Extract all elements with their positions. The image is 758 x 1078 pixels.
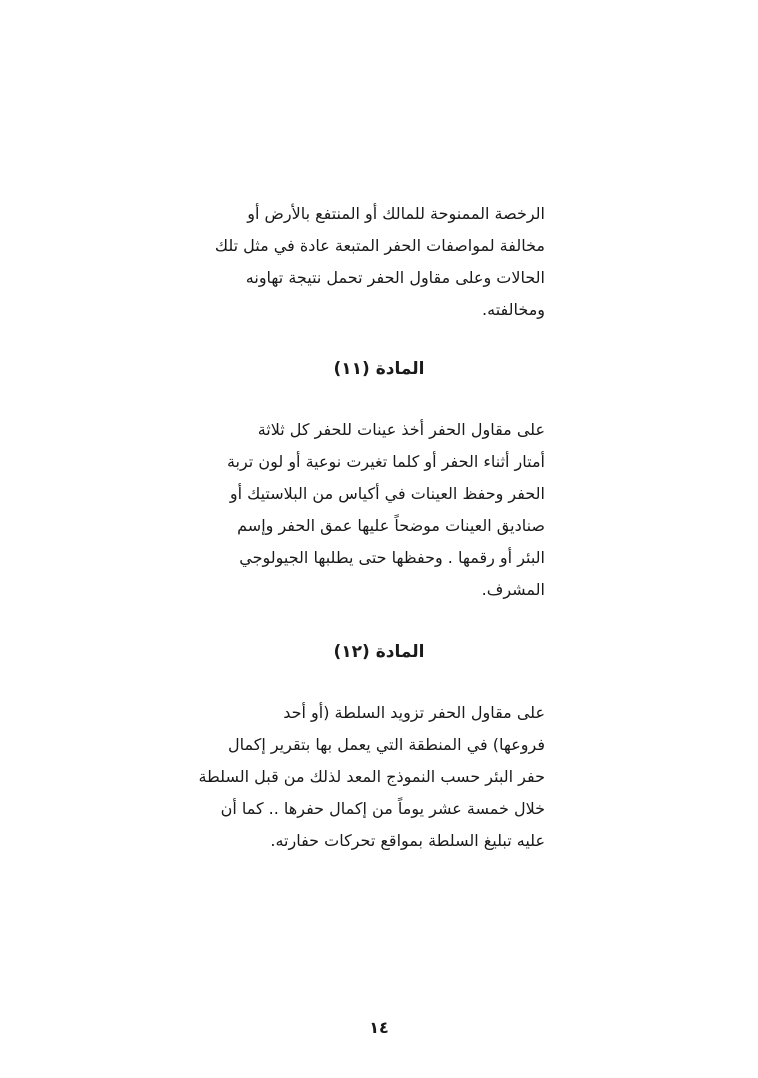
paragraph-line: مخالفة لمواصفات الحفر المتبعة عادة في مثل تلك xyxy=(214,236,545,255)
page-number: ١٤ xyxy=(369,1018,389,1037)
paragraph-line: على مقاول الحفر أخذ عينات للحفر كل ثلاثة xyxy=(257,420,545,439)
paragraph-line: ومخالفته. xyxy=(482,300,545,319)
paragraph-line: خلال خمسة عشر يوماً من إكمال حفرها .. كما أن xyxy=(220,799,545,818)
paragraph-line: أمتار أثناء الحفر أو كلما تغيرت نوعية أو لون تربة xyxy=(226,452,545,471)
paragraph-line: حفر البئر حسب النموذج المعد لذلك من قبل السلطة xyxy=(198,767,545,786)
article-12-heading: المادة (١٢) xyxy=(333,642,425,662)
paragraph-line: الحفر وحفظ العينات في أكياس من البلاستيك أو xyxy=(229,484,545,503)
paragraph-line: المشرف. xyxy=(481,580,545,599)
paragraph-line: البئر أو رقمها . وحفظها حتى يطلبها الجيولوجي xyxy=(239,548,545,567)
article-11-heading: المادة (١١) xyxy=(333,359,425,379)
paragraph-line: الحالات وعلى مقاول الحفر تحمل نتيجة تهاونه xyxy=(245,268,545,287)
paragraph-line: الرخصة الممنوحة للمالك أو المنتفع بالأرض أو xyxy=(247,204,545,223)
paragraph-article-10-continuation xyxy=(205,198,545,326)
paragraph-line: عليه تبليغ السلطة بمواقع تحركات حفارته. xyxy=(270,831,545,850)
paragraph-article-11 xyxy=(205,414,545,606)
paragraph-article-12 xyxy=(198,697,545,857)
paragraph-line: فروعها) في المنطقة التي يعمل بها بتقرير إكمال xyxy=(227,735,545,754)
paragraph-line: صناديق العينات موضحاً عليها عمق الحفر وإسم xyxy=(237,516,545,535)
paragraph-line: على مقاول الحفر تزويد السلطة (أو أحد xyxy=(283,703,545,722)
